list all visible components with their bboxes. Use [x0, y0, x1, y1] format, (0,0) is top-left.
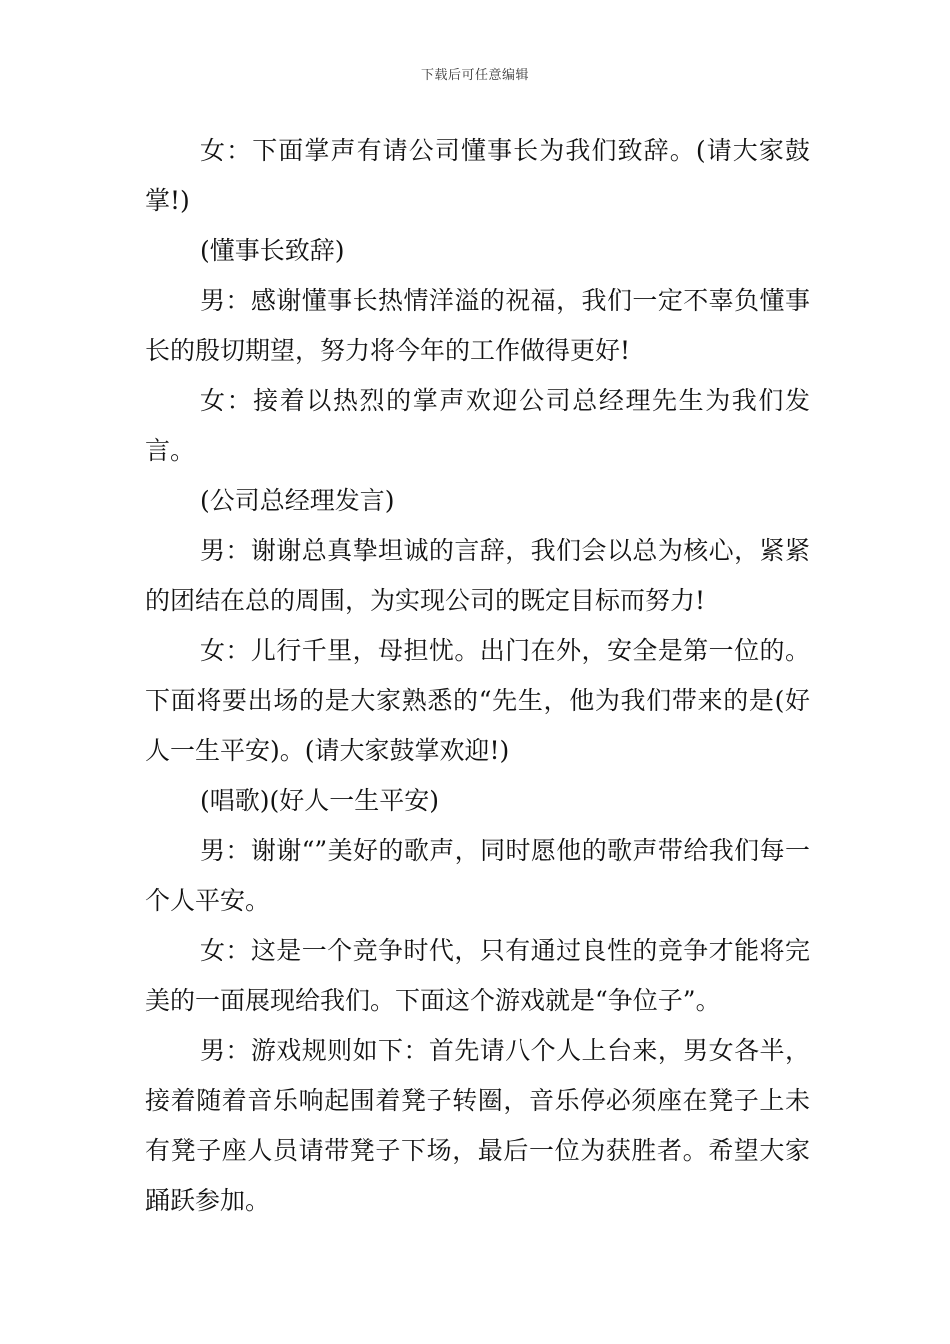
paragraph-5: (公司总经理发言): [200, 486, 395, 515]
paragraph-6: 男：谢谢总真挚坦诚的言辞，我们会以总为核心，紧紧的团结在总的周围，为实现公司的既定目标而努力!: [145, 536, 810, 615]
page-header: 下载后可任意编辑: [420, 68, 529, 83]
paragraph-10: 女：这是一个竞争时代，只有通过良性的竞争才能将完美的一面展现给我们。下面这个游戏就是“争位子”。: [145, 936, 810, 1015]
document-body: [145, 126, 810, 1226]
paragraph-8: (唱歌)(好人一生平安): [200, 786, 440, 815]
paragraph-1: 女：下面掌声有请公司懂事长为我们致辞。(请大家鼓掌!): [145, 136, 810, 215]
paragraph-4: 女：接着以热烈的掌声欢迎公司总经理先生为我们发言。: [145, 386, 810, 465]
paragraph-2: (懂事长致辞): [200, 236, 345, 265]
paragraph-11: 男：游戏规则如下：首先请八个人上台来，男女各半，接着随着音乐响起围着凳子转圈，音乐停必须座在凳子上未有凳子座人员请带凳子下场，最后一位为获胜者。希望大家踊跃参加。: [145, 1036, 810, 1215]
paragraph-3: 男：感谢懂事长热情洋溢的祝福，我们一定不辜负懂事长的殷切期望，努力将今年的工作做得更好!: [145, 286, 810, 365]
paragraph-9: 男：谢谢“”美好的歌声，同时愿他的歌声带给我们每一个人平安。: [145, 836, 810, 915]
paragraph-7: 女：儿行千里，母担忧。出门在外，安全是第一位的。下面将要出场的是大家熟悉的“先生，他为我们带来的是(好人一生平安)。(请大家鼓掌欢迎!): [145, 636, 810, 765]
